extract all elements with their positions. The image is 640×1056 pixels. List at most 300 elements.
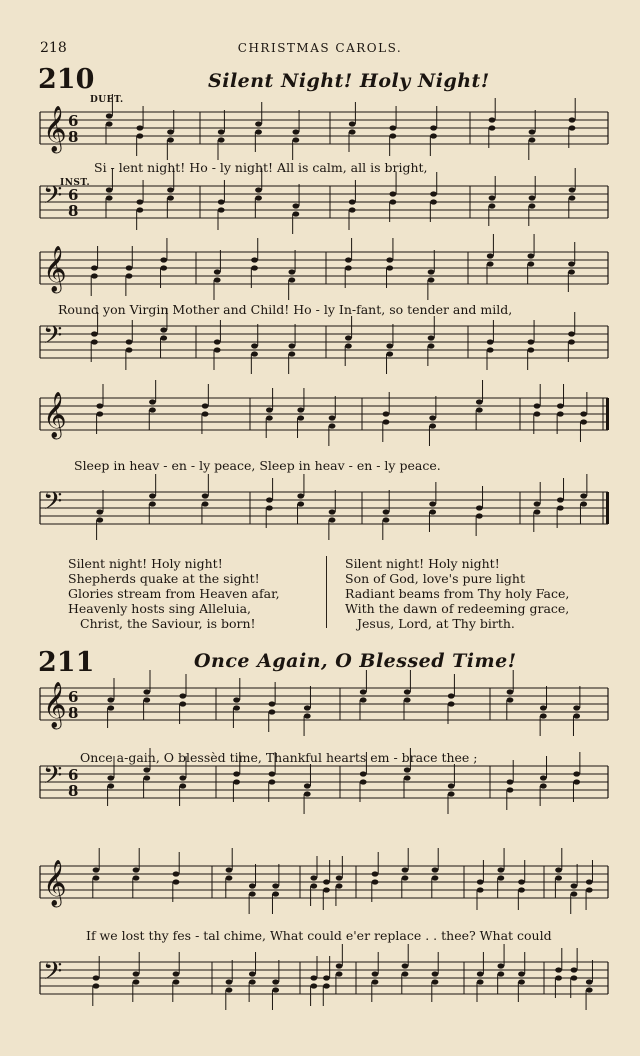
note-head <box>429 501 436 506</box>
note-head <box>404 689 411 694</box>
note-head <box>430 199 437 204</box>
note-head <box>476 399 483 404</box>
note-head <box>202 501 209 506</box>
bass-clef-icon: 𝄢 <box>43 181 63 216</box>
note-head <box>226 867 233 872</box>
note-head <box>404 697 411 702</box>
note-head <box>173 879 180 884</box>
note-head <box>106 195 113 200</box>
note-head <box>126 273 133 278</box>
note-head <box>329 509 336 514</box>
note-head <box>432 971 439 976</box>
note-head <box>91 339 98 344</box>
note-head <box>107 705 114 710</box>
note-head <box>297 493 304 498</box>
note-head <box>477 979 484 984</box>
note-head <box>288 269 295 274</box>
note-head <box>160 257 167 262</box>
note-head <box>149 399 156 404</box>
note-head <box>106 121 113 126</box>
note-head <box>540 775 547 780</box>
note-head <box>167 187 174 192</box>
note-head <box>126 347 133 352</box>
time-signature-6-8-icon: 6 <box>68 186 79 204</box>
lyric-line: Once a-gain, O blessèd time, Thankful hearts em - brace thee ; <box>80 750 478 765</box>
note-head <box>555 967 562 972</box>
note-head <box>349 199 356 204</box>
note-head <box>226 979 233 984</box>
duet-label: DUET. <box>90 95 124 105</box>
note-head <box>167 129 174 134</box>
note-head <box>586 879 593 884</box>
note-head <box>429 423 436 428</box>
note-head <box>586 987 593 992</box>
note-head <box>266 415 273 420</box>
note-head <box>233 779 240 784</box>
note-head <box>272 883 279 888</box>
note-head <box>304 783 311 788</box>
note-head <box>297 415 304 420</box>
note-head <box>266 505 273 510</box>
bass-clef-icon: 𝄢 <box>43 487 63 522</box>
note-head <box>569 117 576 122</box>
note-head <box>93 983 100 988</box>
note-head <box>573 779 580 784</box>
hymn-title: Once Again, O Blessed Time! <box>194 650 517 672</box>
note-head <box>266 407 273 412</box>
note-head <box>93 975 100 980</box>
note-head <box>91 331 98 336</box>
note-head <box>179 693 186 698</box>
note-head <box>143 689 150 694</box>
lyric-line: If we lost thy fes - tal chime, What could e'er replace . . thee? What could <box>86 928 552 943</box>
note-head <box>518 887 525 892</box>
note-head <box>389 191 396 196</box>
hymn-number: 210 <box>38 64 95 95</box>
note-head <box>540 705 547 710</box>
note-head <box>106 187 113 192</box>
note-head <box>167 195 174 200</box>
note-head <box>297 501 304 506</box>
note-head <box>336 883 343 888</box>
note-head <box>226 875 233 880</box>
note-head <box>402 875 409 880</box>
note-head <box>477 879 484 884</box>
note-head <box>389 199 396 204</box>
note-head <box>487 253 494 258</box>
note-head <box>569 187 576 192</box>
bass-clef-icon: 𝄢 <box>43 321 63 356</box>
verse-line: Glories stream from Heaven afar, <box>68 586 280 601</box>
note-head <box>249 883 256 888</box>
note-head <box>487 347 494 352</box>
note-head <box>179 775 186 780</box>
note-head <box>529 195 536 200</box>
note-head <box>529 137 536 142</box>
note-head <box>571 891 578 896</box>
note-head <box>571 883 578 888</box>
note-head <box>251 351 258 356</box>
note-head <box>323 975 330 980</box>
note-head <box>202 411 209 416</box>
note-head <box>143 767 150 772</box>
note-head <box>304 705 311 710</box>
note-head <box>136 199 143 204</box>
note-head <box>345 257 352 262</box>
note-head <box>540 783 547 788</box>
verse-line: Shepherds quake at the sight! <box>68 571 260 586</box>
note-head <box>372 971 379 976</box>
note-head <box>386 265 393 270</box>
note-head <box>404 775 411 780</box>
note-head <box>323 983 330 988</box>
note-head <box>336 875 343 880</box>
note-head <box>586 979 593 984</box>
note-head <box>133 971 140 976</box>
note-head <box>329 423 336 428</box>
note-head <box>160 327 167 332</box>
note-head <box>214 277 221 282</box>
bass-clef-icon: 𝄢 <box>43 761 63 796</box>
note-head <box>573 713 580 718</box>
note-head <box>360 771 367 776</box>
note-head <box>507 689 514 694</box>
page-number: 218 <box>40 40 67 56</box>
note-head <box>304 713 311 718</box>
note-head <box>477 971 484 976</box>
note-head <box>96 411 103 416</box>
lyric-line: Si - lent night! Ho - ly night! All is calm, all is bright, <box>94 160 428 175</box>
note-head <box>269 779 276 784</box>
note-head <box>534 501 541 506</box>
note-head <box>497 875 504 880</box>
note-head <box>580 501 587 506</box>
note-head <box>429 415 436 420</box>
note-head <box>555 875 562 880</box>
note-head <box>448 791 455 796</box>
note-head <box>323 887 330 892</box>
note-head <box>497 971 504 976</box>
note-head <box>143 697 150 702</box>
note-head <box>218 137 225 142</box>
note-head <box>179 783 186 788</box>
note-head <box>487 339 494 344</box>
note-head <box>255 121 262 126</box>
note-head <box>432 875 439 880</box>
note-head <box>93 867 100 872</box>
note-head <box>133 979 140 984</box>
note-head <box>360 689 367 694</box>
note-head <box>527 253 534 258</box>
note-head <box>534 411 541 416</box>
time-signature-6-8-icon: 8 <box>68 782 79 800</box>
note-head <box>202 493 209 498</box>
note-head <box>218 199 225 204</box>
note-head <box>518 971 525 976</box>
note-head <box>429 509 436 514</box>
note-head <box>233 697 240 702</box>
lyric-line: Round yon Virgin Mother and Child! Ho - ly In-fant, so tender and mild, <box>58 302 513 317</box>
note-head <box>233 771 240 776</box>
time-signature-6-8-icon: 6 <box>68 112 79 130</box>
note-head <box>336 971 343 976</box>
note-head <box>476 407 483 412</box>
note-head <box>251 265 258 270</box>
note-head <box>251 257 258 262</box>
note-head <box>251 343 258 348</box>
note-head <box>580 493 587 498</box>
note-head <box>489 125 496 130</box>
note-head <box>269 771 276 776</box>
note-head <box>497 867 504 872</box>
note-head <box>133 875 140 880</box>
note-head <box>386 343 393 348</box>
note-head <box>288 343 295 348</box>
note-head <box>489 195 496 200</box>
note-head <box>310 883 317 888</box>
note-head <box>214 339 221 344</box>
note-head <box>389 133 396 138</box>
note-head <box>557 497 564 502</box>
note-head <box>329 415 336 420</box>
note-head <box>477 887 484 892</box>
note-head <box>96 517 103 522</box>
note-head <box>349 121 356 126</box>
note-head <box>428 277 435 282</box>
note-head <box>349 207 356 212</box>
note-head <box>432 979 439 984</box>
hymn-number: 211 <box>38 647 95 678</box>
time-signature-6-8-icon: 8 <box>68 202 79 220</box>
note-head <box>272 891 279 896</box>
note-head <box>288 351 295 356</box>
note-head <box>304 791 311 796</box>
note-head <box>160 265 167 270</box>
note-head <box>249 891 256 896</box>
verse-line: Silent night! Holy night! <box>345 556 500 571</box>
time-signature-6-8-icon: 8 <box>68 704 79 722</box>
note-head <box>310 875 317 880</box>
note-head <box>160 335 167 340</box>
note-head <box>266 497 273 502</box>
note-head <box>568 261 575 266</box>
note-head <box>507 787 514 792</box>
verse-line: Son of God, love's pure light <box>345 571 525 586</box>
final-barline <box>606 398 609 430</box>
note-head <box>249 971 256 976</box>
note-head <box>136 207 143 212</box>
treble-clef-icon: 𝄞 <box>43 106 67 152</box>
note-head <box>507 697 514 702</box>
note-head <box>297 407 304 412</box>
note-head <box>448 693 455 698</box>
note-head <box>126 265 133 270</box>
final-barline <box>606 492 609 524</box>
note-head <box>389 125 396 130</box>
note-head <box>529 129 536 134</box>
note-head <box>149 501 156 506</box>
note-head <box>173 871 180 876</box>
note-head <box>323 879 330 884</box>
running-header: CHRISTMAS CAROLS. <box>237 41 403 55</box>
note-head <box>310 983 317 988</box>
note-head <box>143 775 150 780</box>
note-head <box>345 343 352 348</box>
note-head <box>386 351 393 356</box>
note-head <box>428 335 435 340</box>
note-head <box>555 867 562 872</box>
note-head <box>487 261 494 266</box>
verse-line: Heavenly hosts sing Alleluia, <box>68 601 252 616</box>
note-head <box>569 195 576 200</box>
note-head <box>573 771 580 776</box>
note-head <box>383 517 390 522</box>
note-head <box>91 265 98 270</box>
note-head <box>568 331 575 336</box>
note-head <box>476 513 483 518</box>
note-head <box>349 129 356 134</box>
treble-clef-icon: 𝄞 <box>43 392 67 438</box>
note-head <box>569 125 576 130</box>
verse-line: Jesus, Lord, at Thy birth. <box>357 616 515 631</box>
note-head <box>580 419 587 424</box>
note-head <box>430 133 437 138</box>
note-head <box>292 129 299 134</box>
time-signature-6-8-icon: 6 <box>68 766 79 784</box>
note-head <box>106 113 113 118</box>
note-head <box>428 269 435 274</box>
verse-line: Christ, the Saviour, is born! <box>80 616 256 631</box>
note-head <box>202 403 209 408</box>
note-head <box>288 277 295 282</box>
note-head <box>336 963 343 968</box>
note-head <box>383 411 390 416</box>
note-head <box>489 203 496 208</box>
note-head <box>126 339 133 344</box>
hymn-title: Silent Night! Holy Night! <box>208 70 490 92</box>
note-head <box>173 979 180 984</box>
note-head <box>91 273 98 278</box>
note-head <box>489 117 496 122</box>
note-head <box>218 207 225 212</box>
note-head <box>557 403 564 408</box>
note-head <box>233 705 240 710</box>
treble-clef-icon: 𝄞 <box>43 682 67 728</box>
note-head <box>360 779 367 784</box>
note-head <box>557 505 564 510</box>
note-head <box>448 701 455 706</box>
note-head <box>448 783 455 788</box>
note-head <box>173 971 180 976</box>
note-head <box>218 129 225 134</box>
note-head <box>507 779 514 784</box>
note-head <box>534 403 541 408</box>
note-head <box>292 203 299 208</box>
note-head <box>372 979 379 984</box>
note-head <box>149 407 156 412</box>
note-head <box>540 713 547 718</box>
note-head <box>269 709 276 714</box>
note-head <box>107 783 114 788</box>
note-head <box>518 979 525 984</box>
note-head <box>402 963 409 968</box>
note-head <box>255 129 262 134</box>
note-head <box>476 505 483 510</box>
note-head <box>345 265 352 270</box>
note-head <box>292 137 299 142</box>
note-head <box>372 871 379 876</box>
note-head <box>402 867 409 872</box>
note-head <box>557 411 564 416</box>
note-head <box>430 125 437 130</box>
note-head <box>383 509 390 514</box>
note-head <box>360 697 367 702</box>
note-head <box>402 971 409 976</box>
note-head <box>555 975 562 980</box>
note-head <box>329 517 336 522</box>
note-head <box>571 975 578 980</box>
time-signature-6-8-icon: 6 <box>68 688 79 706</box>
note-head <box>529 203 536 208</box>
note-head <box>214 269 221 274</box>
note-head <box>372 879 379 884</box>
note-head <box>386 257 393 262</box>
note-head <box>93 875 100 880</box>
note-head <box>428 343 435 348</box>
note-head <box>214 347 221 352</box>
note-head <box>96 509 103 514</box>
note-head <box>345 335 352 340</box>
note-head <box>249 979 256 984</box>
note-head <box>534 509 541 514</box>
treble-clef-icon: 𝄞 <box>43 246 67 292</box>
note-head <box>272 979 279 984</box>
time-signature-6-8-icon: 8 <box>68 128 79 146</box>
inst-label: INST. <box>60 178 91 188</box>
note-head <box>586 887 593 892</box>
treble-clef-icon: 𝄞 <box>43 860 67 906</box>
note-head <box>136 125 143 130</box>
note-head <box>107 697 114 702</box>
note-head <box>255 195 262 200</box>
note-head <box>432 867 439 872</box>
lyric-line: Sleep in heav - en - ly peace, Sleep in heav - en - ly peace. <box>74 458 441 473</box>
note-head <box>255 187 262 192</box>
note-head <box>226 987 233 992</box>
note-head <box>430 191 437 196</box>
note-head <box>568 339 575 344</box>
note-head <box>580 411 587 416</box>
note-head <box>133 867 140 872</box>
note-head <box>571 967 578 972</box>
note-head <box>404 767 411 772</box>
note-head <box>518 879 525 884</box>
note-head <box>573 705 580 710</box>
note-head <box>383 419 390 424</box>
verse-line: With the dawn of redeeming grace, <box>345 601 570 616</box>
note-head <box>269 701 276 706</box>
note-head <box>527 261 534 266</box>
note-head <box>149 493 156 498</box>
note-head <box>167 137 174 142</box>
note-head <box>527 339 534 344</box>
note-head <box>497 963 504 968</box>
note-head <box>96 403 103 408</box>
note-head <box>179 701 186 706</box>
note-head <box>136 133 143 138</box>
note-head <box>107 775 114 780</box>
note-head <box>292 211 299 216</box>
